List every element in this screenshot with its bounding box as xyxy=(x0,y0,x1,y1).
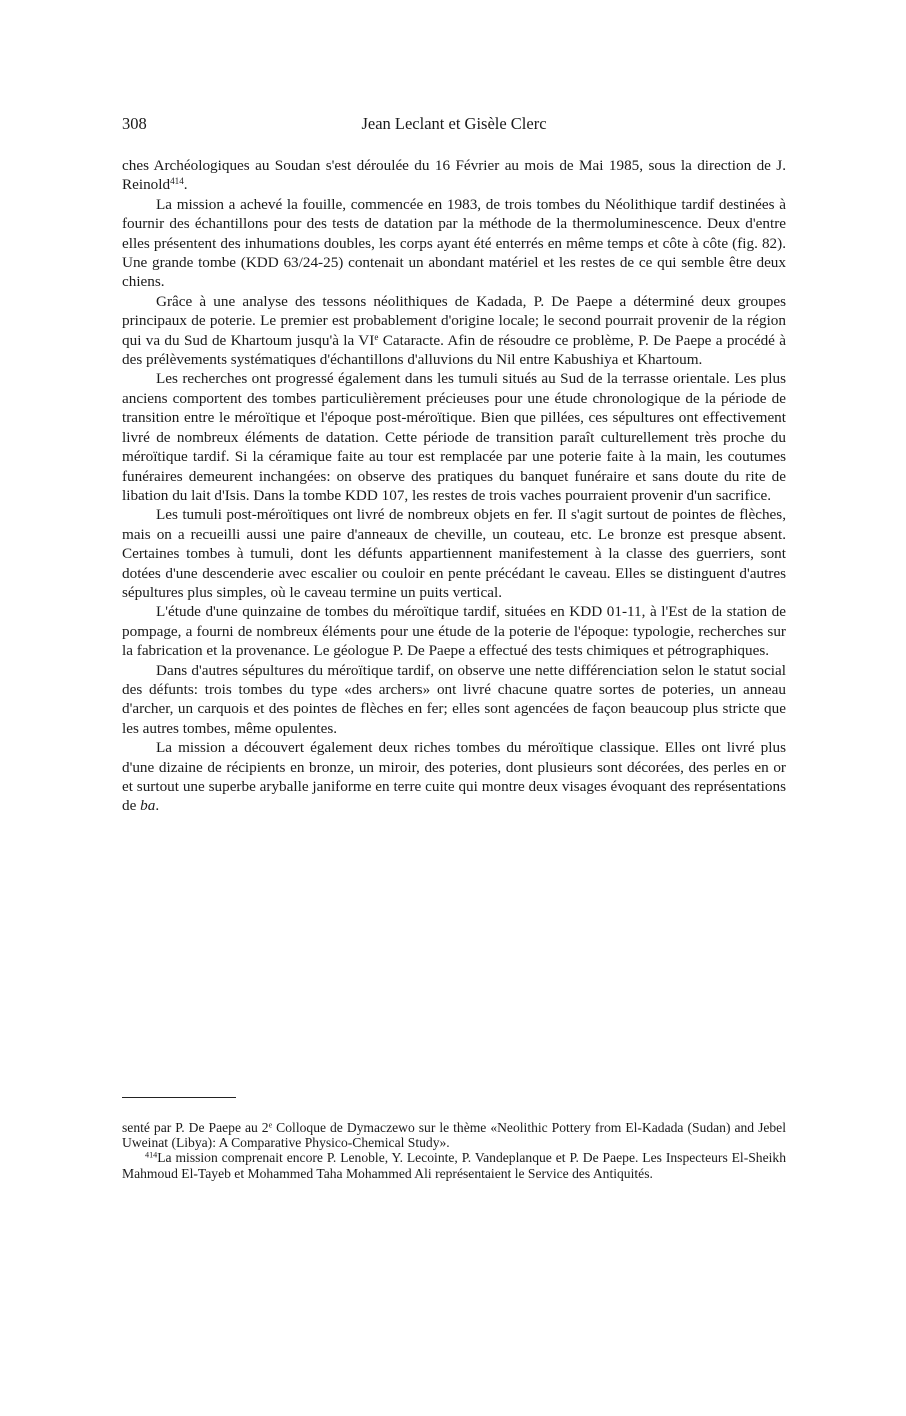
paragraph-4: Les recherches ont progressé également dans les tumuli situés au Sud de la terrasse orientale. Les plus anciens comportent des tombes particulièrement précieuses pour une étude chronologique de la période de transition entre le méroïtique et l'époque post-méroïtique. Bien que pillées, ces sépultures ont effectivement livré de nombreux éléments de datation. Cette période de transition paraît culturellement très proche du méroïtique tardif. Si la céramique faite au tour est remplacée par une poterie faite à la main, les coutumes funéraires demeurent inchangées: on observe des pratiques du banquet funéraire et sans doute du rite de libation du lait d'Isis. Dans la tombe KDD 107, les restes de trois vaches pourraient provenir d'un sacrifice. xyxy=(122,370,786,504)
page-number: 308 xyxy=(122,114,147,133)
footnote-414: $^{414}$La mission comprenait encore P. Lenoble, Y. Lecointe, P. Vandeplanque et P. De Paepe. Les Inspecteurs El-Sheikh Mahmoud El-Tayeb et Mohammed Taha Mohammed Ali représentaient le Service des Antiquités. xyxy=(122,1150,786,1181)
paragraph-1: ches Archéologiques au Soudan s'est déroulée du 16 Février au mois de Mai 1985, sous la direction de J. Reinold$^{414}$. xyxy=(122,157,786,194)
paragraph-2: La mission a achevé la fouille, commencée en 1983, de trois tombes du Néolithique tardif destinées à fournir des échantillons pour des tests de datation par la méthode de la thermoluminescence. Deux d'entre elles présentent des inhumations doubles, les corps ayant été enterrés en même temps et côte à côte (fig. 82). Une grande tombe (KDD 63/24-25) contenait un abondant matériel et les restes de ce qui semble être deux chiens. xyxy=(122,195,786,291)
paragraph-7: Dans d'autres sépultures du méroïtique tardif, on observe une nette différenciation selon le statut social des défunts: trois tombes du type «des archers» ont livré chacune quatre sortes de poteries, un anneau d'archer, un carquois et des pointes de flèches en fer; elles sont agencées de façon beaucoup plus stricte que les autres tombes, même opulentes. xyxy=(122,661,786,737)
body-text xyxy=(122,156,786,816)
footnotes xyxy=(122,1120,786,1181)
running-head xyxy=(122,114,786,138)
footnote-number: 414 xyxy=(145,1150,158,1160)
running-title: Jean Leclant et Gisèle Clerc xyxy=(361,114,547,133)
paragraph-5: Les tumuli post-méroïtiques ont livré de nombreux objets en fer. Il s'agit surtout de pointes de flèches, mais on a recueilli aussi une paire d'anneaux de cheville, un couteau, etc. Le bronze est presque absent. Certaines tombes à tumuli, dont les défunts appartiennent manifestement à la classe des guerriers, sont dotées d'une descenderie avec escalier ou couloir en pente précédant le caveau. Elles se distinguent d'autres sépultures plus simples, où le caveau termine un puits vertical. xyxy=(122,506,786,601)
paragraph-3: Grâce à une analyse des tessons néolithiques de Kadada, P. De Paepe a déterminé deux groupes principaux de poterie. Le premier est probablement d'origine locale; le second pourrait provenir de la région qui va du Sud de Khartoum jusqu'à la VIe Cataracte. Afin de résoudre ce problème, P. De Paepe a procédé à des prélèvements systématiques d'échantillons d'alluvions du Nil entre Kabushiya et Khartoum. xyxy=(122,292,786,369)
paragraph-8: La mission a découvert également deux riches tombes du méroïtique classique. Elles ont livré plus d'une dizaine de récipients en bronze, un miroir, des poteries, dont plusieurs sont décorées, des perles en or et surtout une superbe aryballe janiforme en terre cuite qui montre deux visages évoquant des représentations de ba. xyxy=(122,739,786,815)
footnote-rule xyxy=(122,1097,236,1098)
footnote-continuation: senté par P. De Paepe au 2e Colloque de Dymaczewo sur le thème «Neolithic Pottery from El-Kadada (Sudan) and Jebel Uweinat (Libya): A Comparative Physico-Chemical Study». xyxy=(122,1120,786,1151)
footnote-ref-414: 414 xyxy=(170,176,184,187)
paragraph-6: L'étude d'une quinzaine de tombes du méroïtique tardif, situées en KDD 01-11, à l'Est de la station de pompage, a fourni de nombreux éléments pour une étude de la poterie de l'époque: typologie, recherches sur la fabrication et la provenance. Le géologue P. De Paepe a effectué des tests chimiques et pétrographiques. xyxy=(122,603,786,660)
